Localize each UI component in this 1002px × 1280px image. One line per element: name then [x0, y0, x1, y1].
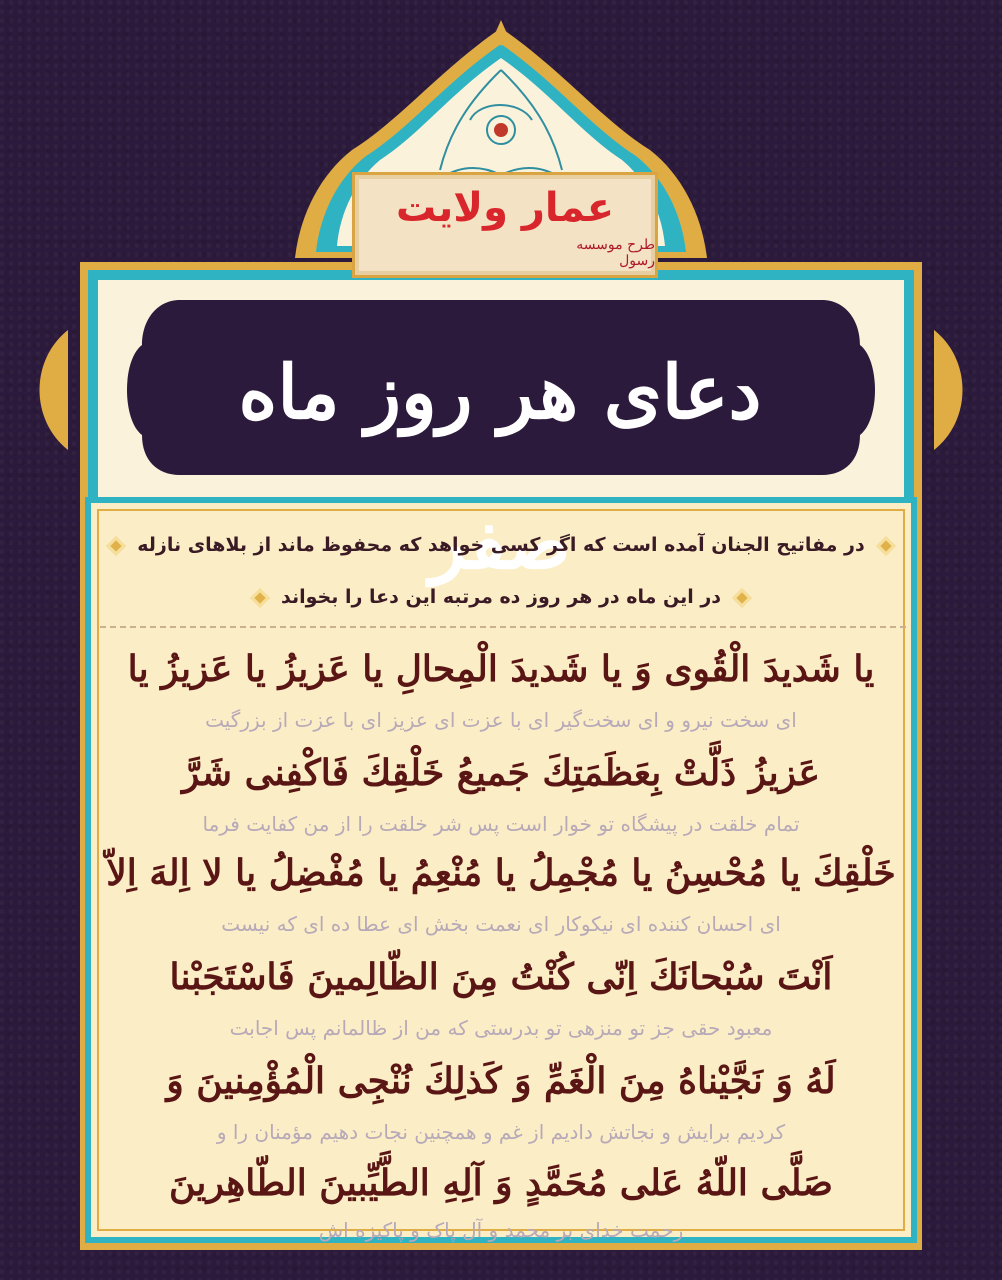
verse-arabic-3: خَلْقِكَ یا مُحْسِنُ یا مُجْمِلُ یا مُنْعِمُ یا مُفْضِلُ یا لا اِلهَ اِلاّ	[106, 852, 896, 894]
medallion-icon	[494, 123, 508, 137]
verse-arabic-5: لَهُ وَ نَجَّیْناهُ مِنَ الْغَمِّ وَ کَذلِكَ نُنْجِی الْمُؤْمِنینَ وَ	[166, 1060, 836, 1102]
verse-persian-6: رحمت خدای بر محمد و آل پاک و پاکیزه اش	[318, 1218, 684, 1242]
logo-subtitle: طرح موسسه رسول	[576, 237, 655, 269]
verse-arabic-6: صَلَّی اللّهُ عَلی مُحَمَّدٍ وَ آلِهِ الطَّیِّبینَ الطّاهِرینَ	[169, 1162, 833, 1204]
intro-text-1: در مفاتیح الجنان آمده است که اگر کسی خواهد که محفوظ ماند از بلاهای نازله	[137, 534, 865, 556]
verse-persian-1: ای سخت نیرو و ای سخت‌گیر ای با عزت ای عزیز ای با عزت از بزرگیت	[205, 708, 797, 732]
intro-line-1	[88, 534, 914, 556]
divider	[100, 626, 906, 628]
verse-arabic-2: عَزیزُ ذَلَّتْ بِعَظَمَتِكَ جَمیعُ خَلْقِكَ فَاکْفِنی شَرَّ	[182, 752, 820, 794]
intro-text-2: در این ماه در هر روز ده مرتبه این دعا را بخواند	[280, 586, 722, 608]
diamond-bullet-icon	[106, 536, 126, 556]
logo-plate	[352, 172, 658, 278]
page-title: دعای هر روز ماه صفر	[238, 350, 762, 586]
diamond-bullet-icon	[250, 588, 270, 608]
diamond-bullet-icon	[732, 588, 752, 608]
verse-persian-3: ای احسان کننده ای نیکوکار ای نعمت بخش ای عطا ده ای که نیست	[221, 912, 781, 936]
diamond-bullet-icon	[876, 536, 896, 556]
verse-arabic-1: یا شَدیدَ الْقُوی وَ یا شَدیدَ الْمِحالِ یا عَزیزُ یا عَزیزُ یا	[127, 648, 875, 690]
verse-persian-5: کردیم برایش و نجاتش دادیم از غم و همچنین نجات دهیم مؤمنان را و	[216, 1120, 786, 1144]
verse-persian-4: معبود حقی جز تو منزهی تو بدرستی که من از ظالمانم پس اجابت	[229, 1016, 773, 1040]
verse-persian-2: تمام خلقت در پیشگاه تو خوار است پس شر خلقت را از من کفایت فرما	[202, 812, 800, 836]
intro-line-2	[88, 586, 914, 608]
logo-title: عمار ولایت	[395, 185, 615, 231]
verse-arabic-4: اَنْتَ سُبْحانَكَ اِنّی کُنْتُ مِنَ الظّالِمینَ فَاسْتَجَبْنا	[169, 956, 833, 998]
